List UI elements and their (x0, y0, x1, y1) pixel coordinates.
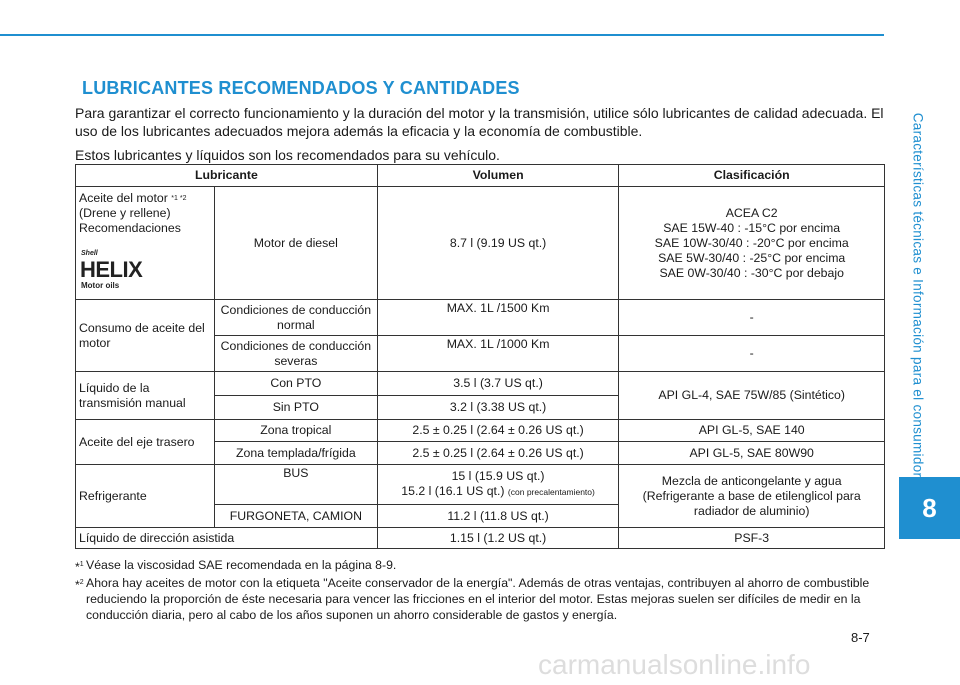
top-rule (0, 34, 884, 36)
coolant-volume: 11.2 l (11.8 US qt.) (377, 505, 619, 528)
engine-oil-cell (76, 187, 215, 300)
rear-axle-condition: Zona tropical (214, 420, 377, 442)
svg-text:HELIX: HELIX (80, 257, 143, 282)
page-number: 8-7 (851, 630, 870, 645)
footnote-text: Véase la viscosidad SAE recomendada en la página 8-9. (86, 558, 397, 572)
table-row-consumption-normal (76, 300, 885, 336)
table-row-engine-oil (76, 187, 885, 300)
lubricants-table (75, 164, 885, 549)
consumption-class: - (619, 336, 885, 372)
header-volumen: Volumen (377, 165, 619, 187)
side-title-text: Características técnicas e Información para el consumidor (910, 112, 926, 478)
chapter-tab: 8 (899, 477, 960, 539)
coolant-condition: FURGONETA, CAMION (214, 505, 377, 528)
engine-oil-condition: Motor de diesel (214, 187, 377, 300)
table-row-coolant-bus (76, 465, 885, 505)
side-chapter-title (904, 110, 932, 480)
consumption-condition: Condiciones de conducción normal (214, 300, 377, 336)
svg-text:Shell: Shell (81, 250, 98, 257)
footnote-ref: *1 *2 (171, 195, 187, 202)
transmission-volume: 3.2 l (3.38 US qt.) (377, 396, 619, 420)
section-title: LUBRICANTES RECOMENDADOS Y CANTIDADES (82, 78, 520, 98)
engine-oil-line3: Recomendaciones (79, 221, 181, 235)
coolant-volume-line (381, 484, 616, 500)
watermark: carmanualsonline.info (538, 649, 811, 680)
consumption-volume: MAX. 1L /1000 Km (377, 336, 619, 372)
table-row-axle-tropical (76, 420, 885, 442)
class-line: ACEA C2 (725, 205, 778, 220)
intro-text (75, 104, 885, 164)
transmission-condition: Sin PTO (214, 396, 377, 420)
engine-oil-classification (619, 187, 885, 300)
coolant-volume (377, 465, 619, 505)
class-line: radiador de aluminio) (693, 503, 810, 518)
rear-axle-class: API GL-5, SAE 140 (619, 420, 885, 442)
consumption-label: Consumo de aceite del motor (76, 300, 215, 372)
intro-paragraph-2: Estos lubricantes y líquidos son los recomendados para su vehículo. (75, 147, 500, 163)
transmission-class: API GL-4, SAE 75W/85 (Sintético) (619, 372, 885, 420)
shell-helix-logo (79, 246, 173, 292)
footnote-2 (75, 575, 885, 623)
coolant-classification (619, 465, 885, 528)
rear-axle-condition: Zona templada/frígida (214, 442, 377, 465)
transmission-label: Líquido de la transmisión manual (76, 372, 215, 420)
svg-text:Motor oils: Motor oils (81, 281, 120, 290)
rear-axle-class: API GL-5, SAE 80W90 (619, 442, 885, 465)
table-row-transmission-pto (76, 372, 885, 396)
rear-axle-volume: 2.5 ± 0.25 l (2.64 ± 0.26 US qt.) (377, 442, 619, 465)
engine-oil-line1: Aceite del motor (79, 191, 168, 205)
rear-axle-label: Aceite del eje trasero (76, 420, 215, 465)
footnotes (75, 557, 885, 623)
engine-oil-line2: (Drene y rellene) (79, 206, 171, 220)
steering-class: PSF-3 (619, 528, 885, 549)
coolant-volume-line: 15 l (15.9 US qt.) (451, 469, 545, 483)
consumption-class: - (619, 300, 885, 336)
consumption-condition: Condiciones de conducción severas (214, 336, 377, 372)
table-header-row (76, 165, 885, 187)
engine-oil-label (79, 191, 211, 206)
class-line: SAE 15W-40 : -15°C por encima (663, 220, 841, 235)
coolant-label: Refrigerante (76, 465, 215, 528)
class-line: Mezcla de anticongelante y agua (661, 473, 842, 488)
footnote-text: Ahora hay aceites de motor con la etiqueta "Aceite conservador de la energía". Además de otras ventajas, contribuyen al ahorro de combustible reduciendo la proporción de éste necesaria para vencer las fricciones en el interior del motor. Estas mejoras suelen ser difíciles de medir en la conducción diaria, pero al cabo de los años suponen un ahorro considerable de gastos y energía. (86, 576, 870, 623)
engine-oil-volume: 8.7 l (9.19 US qt.) (377, 187, 619, 300)
footnote-mark: *$^2$ (75, 578, 84, 593)
intro-paragraph: Para garantizar el correcto funcionamiento y la duración del motor y la transmisión, utilice sólo lubricantes de calidad adecuada. El uso de los lubricantes adecuados mejora además la eficacia y la economía de combustible. (75, 105, 884, 139)
class-line: SAE 10W-30/40 : -20°C por encima (654, 235, 849, 250)
footnote-mark: *$^1$ (75, 560, 84, 575)
table-row-steering (76, 528, 885, 549)
class-line: (Refrigerante a base de etilenglicol para (642, 488, 861, 503)
steering-label: Líquido de dirección asistida (76, 528, 378, 549)
coolant-condition: BUS (214, 465, 377, 505)
coolant-volume-preheat: 15.2 l (16.1 US qt.) (401, 484, 505, 498)
header-clasificacion: Clasificación (619, 165, 885, 187)
consumption-volume: MAX. 1L /1500 Km (377, 300, 619, 336)
steering-volume: 1.15 l (1.2 US qt.) (377, 528, 619, 549)
rear-axle-volume: 2.5 ± 0.25 l (2.64 ± 0.26 US qt.) (377, 420, 619, 442)
footnote-1 (75, 557, 885, 575)
class-line: SAE 0W-30/40 : -30°C por debajo (659, 265, 844, 280)
transmission-condition: Con PTO (214, 372, 377, 396)
transmission-volume: 3.5 l (3.7 US qt.) (377, 372, 619, 396)
class-line: SAE 5W-30/40 : -25°C por encima (658, 250, 846, 265)
preheat-note: (con precalentamiento) (507, 487, 595, 497)
header-lubricante: Lubricante (76, 165, 378, 187)
